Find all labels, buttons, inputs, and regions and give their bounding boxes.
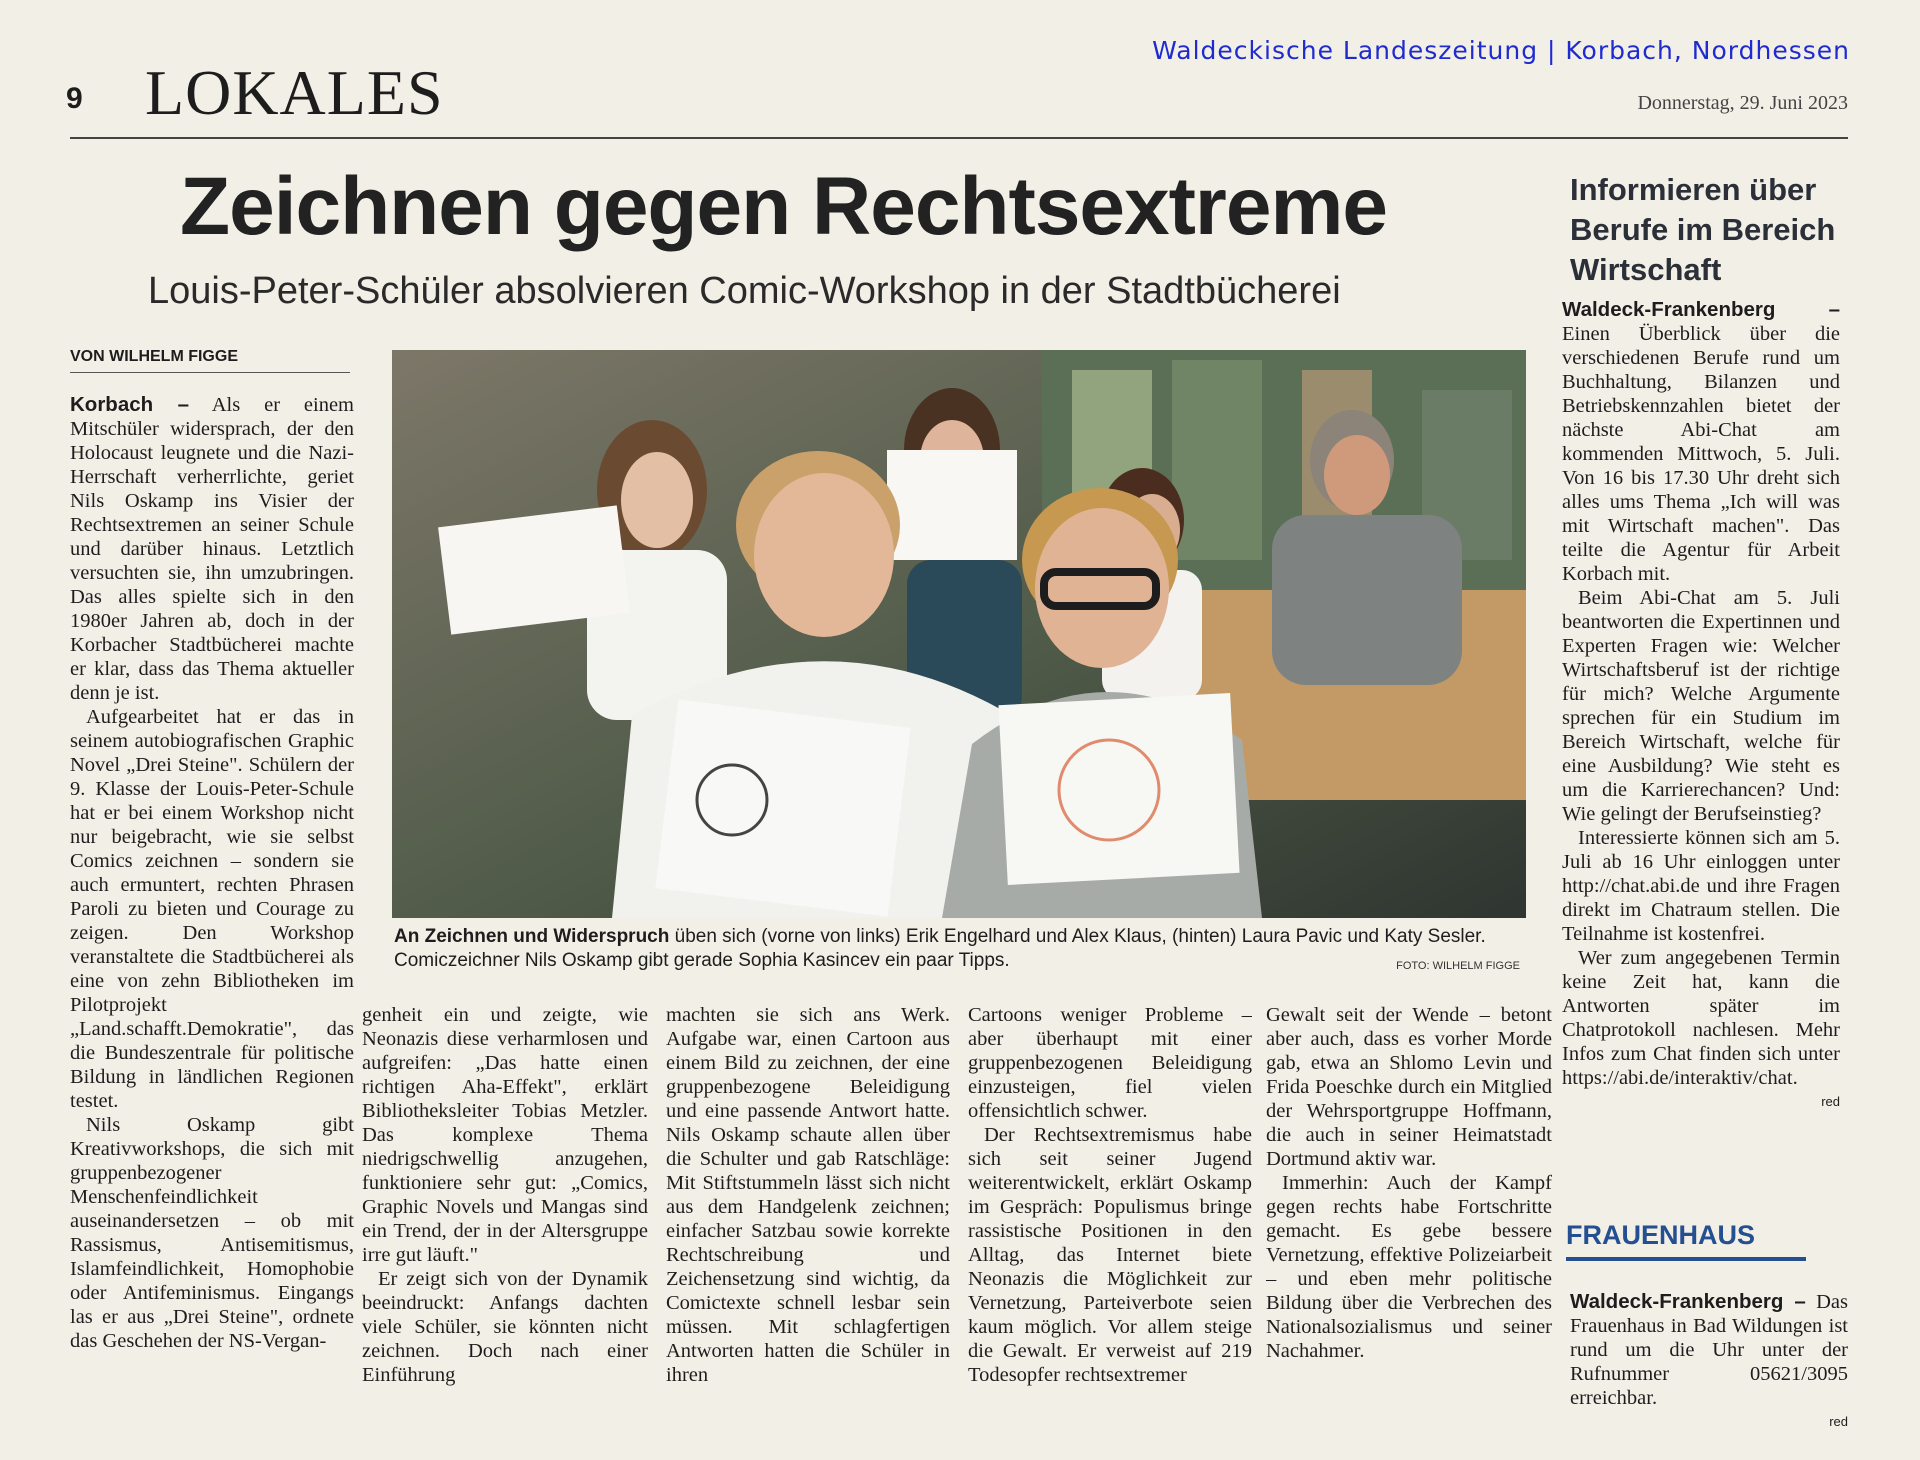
byline: VON WILHELM FIGGE <box>70 348 350 373</box>
issue-date: Donnerstag, 29. Juni 2023 <box>1637 92 1848 114</box>
box-signature: red <box>1829 1414 1848 1429</box>
sidebar-signature: red <box>1821 1094 1840 1109</box>
article-paragraph: Der Rechtsextremismus habe sich seit seiner Jugend weiterentwickelt, erklärt Oskamp im Gespräch: Populismus bringe rassistische Positionen in den Alltag, das Internet biete Neonazis die Möglichkeit zur Vernetzung, Parteiverbote seien kaum möglich. Vor allem steige die Gewalt. Er verweist auf 219 Todesopfer rechtsextremer <box>968 1124 1252 1386</box>
headline: Zeichnen gegen Rechtsextreme <box>180 161 1387 252</box>
sidebar-dateline: Waldeck-Frankenberg – <box>1562 298 1840 321</box>
article-photo <box>392 350 1526 918</box>
box-text: Das Frauenhaus in Bad Wildungen ist rund um die Uhr unter der Rufnummer 05621/3095 erreichbar. <box>1570 1291 1848 1409</box>
frauenhaus-box <box>1570 1290 1848 1430</box>
photo-caption <box>394 925 1524 973</box>
caption-lead: An Zeichnen und Widerspruch <box>394 926 670 947</box>
article-paragraph: machten sie sich ans Werk. Aufgabe war, einen Cartoon aus einem Bild zu zeichnen, der eine gruppenbezogene Beleidigung und eine passende Antwort hatte. Nils Oskamp schaute allen über die Schulter und gab Ratschläge: Mit Stiftstummeln lässt sich nicht aus dem Handgelenk zeichnen; einfacher Satzbau sowie korrekte Rechtschreibung und Zeichensetzung sind wichtig, da Comictexte schnell lesbar sein müssen. Mit schlagfertigen Antworten hatten die Schüler in ihren <box>666 1004 950 1386</box>
subheadline: Louis-Peter-Schüler absolvieren Comic-Workshop in der Stadtbücherei <box>148 270 1341 312</box>
sidebar-column <box>1562 298 1840 1168</box>
section-title: LOKALES <box>145 57 444 128</box>
photo-illustration <box>392 350 1526 918</box>
article-paragraph: Gewalt seit der Wende – betont aber auch, dass es vorher Morde gab, etwa an Shlomo Levin und Frida Poeschke durch ein Mitglied der Wehrsportgruppe Hoffmann, die auch in seiner Heimatstadt Dortmund aktiv war. <box>1266 1004 1552 1170</box>
page-number: 9 <box>66 82 83 115</box>
sidebar-paragraph: Wer zum angegebenen Termin keine Zeit hat, kann die Antworten später im Chatprotokoll nachlesen. Mehr Infos zum Chat finden sich unter https://abi.de/interaktiv/chat. <box>1562 947 1840 1089</box>
article-paragraph: Cartoons weniger Probleme – aber überhaupt mit einer gruppenbezogenen Beleidigung einzusteigen, fiel vielen offensichtlich schwer. <box>968 1004 1252 1122</box>
article-paragraph: Nils Oskamp gibt Kreativworkshops, die sich mit gruppenbezogener Menschenfeindlichkeit auseinandersetzen – ob mit Rassismus, Antisemitismus, Islamfeindlichkeit, Homophobie oder Antifeminismus. Eingangs las er aus „Drei Steine", ordnete das Geschehen der NS-Vergan- <box>70 1114 354 1352</box>
article-column-5 <box>1266 1003 1552 1423</box>
sidebar-paragraph: Beim Abi-Chat am 5. Juli beantworten die Expertinnen und Experten Fragen wie: Welcher Wirtschaftsberuf ist der richtige für mich? Welche Argumente sprechen für ein Studium im Bereich Wirtschaft, welche für eine Ausbildung? Wie steht es um die Karrierechancen? Und: Wie gelingt der Berufseinstieg? <box>1562 587 1840 825</box>
article-paragraph: genheit ein und zeigte, wie Neonazis diese verharmlosen und aufgreifen: „Das hatte einen richtigen Aha-Effekt", erklärt Bibliotheksleiter Tobias Metzler. Das komplexe Thema niedrigschwellig anzugehen, funktioniere sehr gut: „Comics, Graphic Novels und Mangas sind ein Trend, der in der Altersgruppe irre gut läuft." <box>362 1004 648 1266</box>
article-paragraph: Immerhin: Auch der Kampf gegen rechts habe Fortschritte gemacht. Es gebe bessere Vernetzung, effektive Polizeiarbeit – und eben mehr politische Bildung über die Verbrechen des Nationalsozialismus und seiner Nachahmer. <box>1266 1172 1552 1362</box>
article-paragraph: Aufgearbeitet hat er das in seinem autobiografischen Graphic Novel „Drei Steine". Schülern der 9. Klasse der Louis-Peter-Schule hat er bei einem Workshop nicht nur beigebracht, wie sie selbst Comics zeichnen – sondern sie auch ermuntert, rechten Phrasen Paroli zu bieten und Courage zu zeigen. Den Workshop veranstaltete die Stadtbücherei als eine von zehn Bibliotheken im Pilotprojekt „Land.schafft.Demokratie", das die Bundeszentrale für politische Bildung in ländlichen Regionen testet. <box>70 706 354 1112</box>
sidebar-paragraph: Einen Überblick über die verschiedenen Berufe rund um Buchhaltung, Bilanzen und Betriebskennzahlen bietet der nächste Abi-Chat am kommenden Mittwoch, 5. Juli. Von 16 bis 17.30 Uhr dreht sich alles ums Thema „Ich will was mit Wirtschaft machen". Das teilte die Agentur für Arbeit Korbach mit. <box>1562 323 1840 585</box>
source-line[interactable]: Waldeckische Landeszeitung | Korbach, Nordhessen <box>1152 36 1850 65</box>
article-column-1 <box>70 393 354 1418</box>
header-rule <box>70 137 1848 139</box>
sidebar-paragraph: Interessierte können sich am 5. Juli ab 16 Uhr einloggen unter http://chat.abi.de und ihre Fragen direkt im Chatraum stellen. Die Teilnahme ist kostenfrei. <box>1562 827 1840 945</box>
article-column-2 <box>362 1003 648 1423</box>
box-dateline: Waldeck-Frankenberg – <box>1570 1290 1806 1313</box>
article-column-4 <box>968 1003 1252 1423</box>
photo-credit: FOTO: WILHELM FIGGE <box>1396 960 1520 972</box>
article-column-3 <box>666 1003 950 1423</box>
article-paragraph: Als er einem Mitschüler widersprach, der den Holocaust leugnete und die Nazi-Herrschaft verherrlichte, geriet Nils Oskamp ins Visier der Rechtsextremen an seiner Schule und darüber hinaus. Letztlich versuchten sie, ihn umzubringen. Das alles spielte sich in den 1980er Jahren ab, doch in der Korbacher Stadtbücherei machte er klar, dass das Thema aktueller denn je ist. <box>70 394 354 704</box>
article-paragraph: Er zeigt sich von der Dynamik beeindruckt: Anfangs dachten viele Schüler, sie könnten nicht zeichnen. Doch nach einer Einführung <box>362 1268 648 1386</box>
caption-text: üben sich (vorne von links) Erik Engelhard und Alex Klaus, (hinten) Laura Pavic und Katy Sesler. Comiczeichner Nils Oskamp gibt gerade Sophia Kasincev ein paar Tipps. <box>394 926 1486 971</box>
article-dateline: Korbach – <box>70 393 189 416</box>
sidebar-title: Informieren über Berufe im Bereich Wirtschaft <box>1570 172 1836 287</box>
frauenhaus-heading: FRAUENHAUS <box>1566 1220 1806 1261</box>
